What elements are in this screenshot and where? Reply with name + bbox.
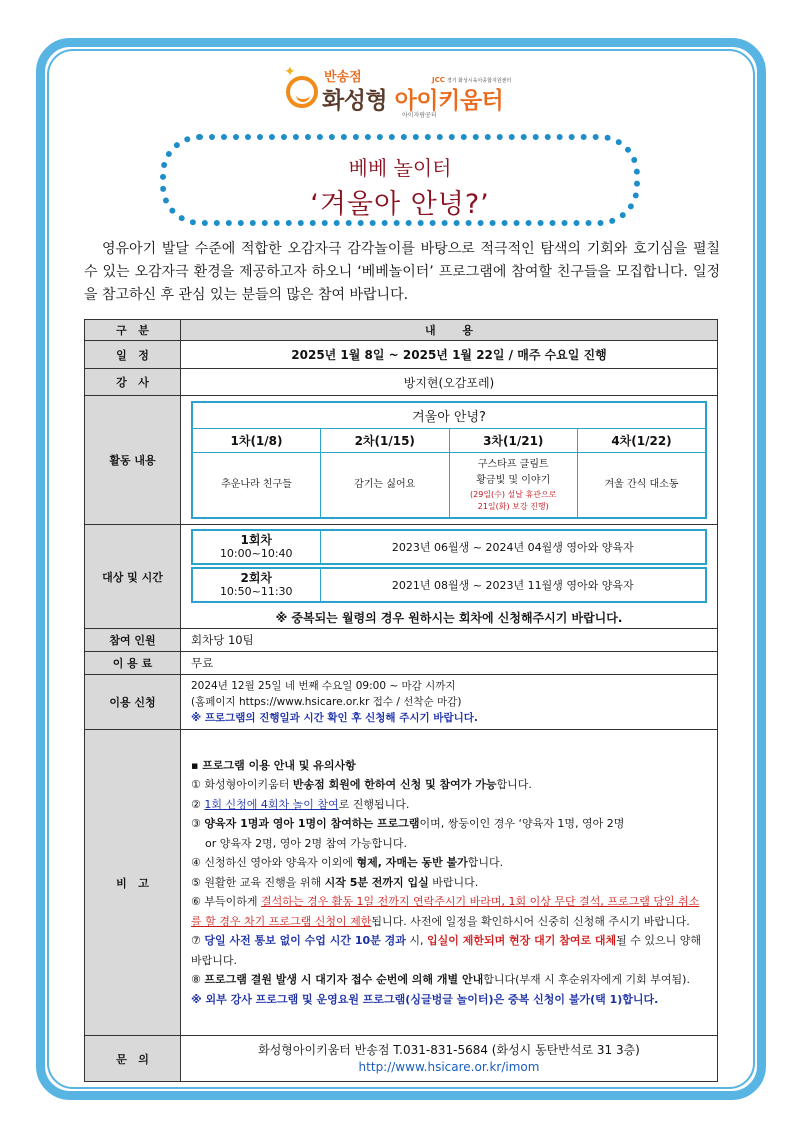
apply-label: 이용 신청 (85, 675, 181, 730)
header-label: 구 분 (85, 320, 181, 341)
remark-item-7 (191, 931, 709, 970)
remark-6-c: 됩니다. 사전에 일정을 확인하시어 신중히 신청해 주시기 바랍니다. (371, 914, 690, 928)
remark-1-b: 반송점 회원에 한하여 신청 및 참여가 가능 (292, 778, 497, 792)
activity-cell-2: 감기는 싫어요 (321, 452, 450, 518)
info-table (84, 319, 718, 1082)
partner-name: 경기 화성시육아종합지원센터 (446, 78, 512, 84)
capacity-row (85, 629, 718, 652)
apply-line-2: (홈페이지 https://www.hsicare.or.kr 접수 / 선착순 마감) (191, 696, 462, 708)
program-title: 베베 놀이터 (348, 156, 452, 180)
activity-cell-3-line2: 황금빛 및 이야기 (476, 474, 551, 486)
remark-6-a: ⑥ 부득이하게 (191, 895, 261, 909)
remark-3-b: 양육자 1명과 영아 1명이 참여하는 프로그램 (204, 817, 420, 831)
remark-3-a: ③ (191, 817, 205, 831)
remarks-heading: ▪ 프로그램 이용 안내 및 유의사항 (191, 758, 356, 772)
target-label: 대상 및 시간 (85, 525, 181, 629)
header-content: 내 용 (181, 320, 718, 341)
target-row (85, 525, 718, 629)
remark-item-6 (191, 892, 709, 931)
remark-6-b: 결석하는 경우 활동 1일 전까지 연락주시기 바라며, 1회 이상 무단 결석, 프로그램 당일 취소를 할 경우 차기 프로그램 신청이 제한 (191, 895, 700, 928)
contact-row (85, 1036, 718, 1082)
schedule-label: 일 정 (85, 341, 181, 369)
partner-mark: JCC (432, 76, 445, 84)
apply-row (85, 675, 718, 730)
activity-cell-4: 겨울 간식 대소동 (578, 452, 707, 518)
apply-line-1: 2024년 12월 25일 네 번째 수요일 09:00 ~ 마감 시까지 (191, 680, 456, 692)
remark-item-4 (191, 853, 709, 873)
activity-cell-3 (449, 452, 578, 518)
activity-content (181, 396, 718, 525)
activity-col-3: 3차(1/21) (449, 428, 578, 452)
instructor-row (85, 369, 718, 396)
remark-7-a: ⑦ (191, 934, 205, 948)
remark-8-c: 합니다(부재 시 후순위자에게 기회 부여됨). (483, 973, 690, 987)
remark-item-3 (191, 814, 709, 853)
session-2-name: 2회차 (240, 571, 273, 585)
fee-value: 무료 (181, 652, 718, 675)
instructor-value: 방지현(오감포레) (181, 369, 718, 396)
session-table-1 (191, 529, 707, 565)
schedule-row (85, 341, 718, 369)
activity-cell-3-note2: 21일(화) 보강 진행) (477, 501, 549, 511)
program-subtitle: ‘겨울아 안녕?’ (310, 189, 490, 220)
remark-8-b: 프로그램 결원 발생 시 대기자 접수 순번에 의해 개별 안내 (204, 973, 484, 987)
capacity-label: 참여 인원 (85, 629, 181, 652)
apply-line-3: ※ 프로그램의 진행일과 시간 확인 후 신청해 주시기 바랍니다. (191, 712, 478, 724)
fee-label: 이 용 료 (85, 652, 181, 675)
remark-item-2 (191, 795, 709, 815)
fee-row (85, 652, 718, 675)
remark-7-d: 입실이 제한되며 현장 대기 참여로 대체 (427, 934, 617, 948)
session-2-time: 10:50~11:30 (219, 585, 293, 598)
remarks-label: 비 고 (85, 730, 181, 1036)
activity-col-4: 4차(1/22) (578, 428, 707, 452)
remark-2-b: 1회 신청에 4회차 놀이 참여 (204, 797, 339, 811)
logo-subtitle: 아이자람공터 (402, 112, 437, 119)
activity-table (191, 401, 707, 519)
schedule-value: 2025년 1월 8일 ~ 2025년 1월 22일 / 매주 수요일 진행 (181, 341, 718, 369)
remarks-row (85, 730, 718, 1036)
contact-line-1: 화성형아이키움터 반송점 T.031-831-5684 (화성시 동탄반석로 31 3층) (258, 1042, 640, 1057)
remark-2-a: ② (191, 797, 205, 811)
remark-7-c: 시, (405, 934, 427, 948)
remark-3-d: or 양육자 2명, 영아 2명 참여 가능합니다. (205, 836, 407, 850)
remark-2-c: 로 진행됩니다. (338, 797, 410, 811)
activity-row (85, 396, 718, 525)
remark-4-b: 형제, 자매는 동반 불가 (356, 856, 468, 870)
contact-label: 문 의 (85, 1036, 181, 1082)
remark-3-c: 이며, 쌍둥이인 경우 ‘양육자 1명, 영아 2명 (419, 817, 625, 831)
remark-7-e: 될 수 있으니 양해 바랍니다. (191, 934, 702, 967)
remark-4-a: ④ 신청하신 영아와 양육자 이외에 (191, 856, 357, 870)
session-1-time: 10:00~10:40 (219, 547, 293, 560)
activity-cell-3-note1: (29일(수) 설날 휴관으로 (470, 489, 557, 499)
activity-cell-3-line1: 구스타프 클림트 (477, 458, 549, 470)
session-2-target: 2021년 08월생 ~ 2023년 11월생 영아와 양육자 (320, 568, 706, 602)
instructor-label: 강 사 (85, 369, 181, 396)
logo-name-part2: 아이키움터 (394, 88, 504, 114)
activity-col-1: 1차(1/8) (192, 428, 321, 452)
remark-9-c: 합니다. (622, 992, 659, 1006)
intro-paragraph: 영유아기 발달 수준에 적합한 오감자극 감각놀이를 바탕으로 적극적인 탐색의 기회와 호기심을 펼칠 수 있는 오감자극 환경을 제공하고자 하오니 ‘베베놀이터’ 프로그램에 참여할 친구들을 모집합니다. 일정을 참고하신 후 관심 있는 분들의 많은 참여 바랍니다. (84, 241, 720, 303)
remark-5-b: 시작 5분 전까지 입실 (324, 875, 429, 889)
logo-name-part1: 화성형 (322, 88, 388, 114)
remark-8-a: ⑧ (191, 973, 205, 987)
remark-item-5 (191, 873, 709, 893)
remark-item-9 (191, 990, 709, 1010)
session-table-2 (191, 567, 707, 603)
session-note: ※ 중복되는 월령의 경우 원하시는 회차에 신청해주시기 바랍니다. (275, 611, 623, 625)
apply-content (181, 675, 718, 730)
star-icon: ✦ (284, 64, 296, 80)
remark-1-a: ① 화성형아이키움터 (191, 778, 293, 792)
remark-9-b: 중복 신청이 불가(택 1) (508, 992, 623, 1006)
activity-label: 활동 내용 (85, 396, 181, 525)
activity-col-2: 2차(1/15) (321, 428, 450, 452)
remark-7-b: 당일 사전 통보 없이 수업 시간 10분 경과 (204, 934, 406, 948)
center-logo (284, 66, 524, 122)
session-2-name-cell (192, 568, 320, 602)
remark-5-a: ⑤ 원활한 교육 진행을 위해 (191, 875, 325, 889)
remark-item-1 (191, 775, 709, 795)
remark-9-a: ※ 외부 강사 프로그램 및 운영요원 프로그램(싱글벙글 놀이터)은 (191, 992, 509, 1006)
session-1-target: 2023년 06월생 ~ 2024년 04월생 영아와 양육자 (320, 530, 706, 564)
activity-cell-1: 추운나라 친구들 (192, 452, 321, 518)
session-1-name-cell (192, 530, 320, 564)
session-1-name: 1회차 (240, 533, 273, 547)
contact-url[interactable]: http://www.hsicare.or.kr/imom (358, 1059, 540, 1074)
smile-logo-icon (286, 76, 318, 108)
target-content (181, 525, 718, 629)
activity-table-title: 겨울아 안녕? (192, 402, 706, 428)
remark-4-c: 합니다. (467, 856, 504, 870)
remark-item-8 (191, 970, 709, 990)
table-header-row (85, 320, 718, 341)
remarks-content (181, 730, 718, 1036)
capacity-value: 회차당 10팀 (181, 629, 718, 652)
contact-content (181, 1036, 718, 1082)
title-box (160, 134, 640, 226)
logo-branch: 반송점 (324, 70, 362, 85)
remark-1-c: 합니다. (496, 778, 532, 792)
remark-5-c: 바랍니다. (428, 875, 479, 889)
